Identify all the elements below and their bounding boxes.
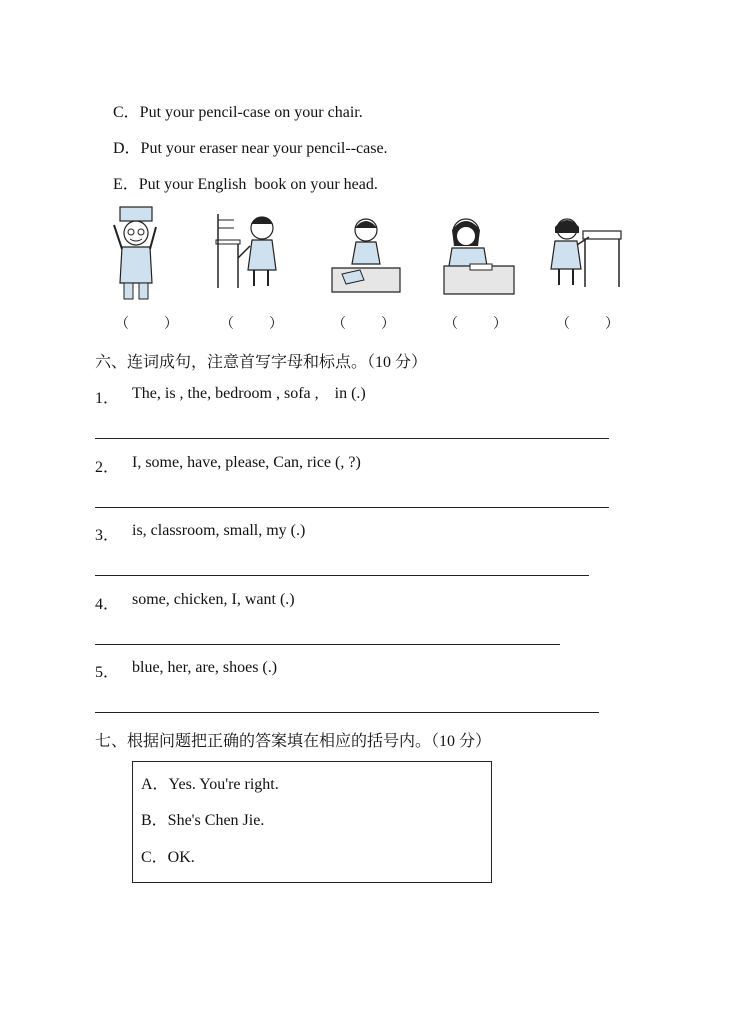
box-option-c: C．OK. — [141, 849, 195, 866]
section-six-title: 六、连词成句，注意首写字母和标点。（10 分） — [95, 354, 428, 371]
answer-blank-1[interactable]: （ ） — [115, 317, 178, 332]
item-1-number: 1． — [95, 390, 120, 407]
answer-blank-5[interactable]: （ ） — [556, 317, 619, 332]
girl-with-book-icon — [440, 210, 518, 296]
item-3-words: is, classroom, small, my (.) — [132, 522, 306, 539]
answer-line-3[interactable] — [95, 575, 589, 576]
option-d: D．Put your eraser near your pencil--case. — [113, 140, 388, 157]
girl-at-table-icon — [547, 213, 623, 291]
answer-options-box — [132, 761, 492, 883]
answer-line-1[interactable] — [95, 438, 609, 439]
box-option-b: B．She's Chen Jie. — [141, 812, 265, 829]
answer-blank-3[interactable]: （ ） — [332, 317, 395, 332]
box-option-a: A．Yes. You're right. — [141, 776, 279, 793]
option-e: E．Put your English book on your head. — [113, 176, 378, 193]
item-2-words: I, some, have, please, Can, rice (, ?) — [132, 454, 361, 471]
item-1-words: The, is , the, bedroom , sofa , in (.) — [132, 385, 366, 402]
item-5-words: blue, her, are, shoes (.) — [132, 659, 278, 676]
answer-blank-2[interactable]: （ ） — [220, 317, 283, 332]
answer-line-2[interactable] — [95, 507, 609, 508]
item-2-number: 2． — [95, 459, 120, 476]
girl-at-desk-icon — [330, 212, 402, 294]
item-3-number: 3． — [95, 527, 120, 544]
item-4-number: 4． — [95, 596, 120, 613]
section-seven-title: 七、根据问题把正确的答案填在相应的括号内。（10 分） — [95, 733, 492, 750]
boy-with-book-on-head-icon — [112, 205, 160, 301]
girl-with-chair-icon — [214, 210, 288, 292]
answer-line-5[interactable] — [95, 712, 599, 713]
option-c: C．Put your pencil-case on your chair. — [113, 104, 363, 121]
answer-blank-4[interactable]: （ ） — [444, 317, 507, 332]
answer-line-4[interactable] — [95, 644, 560, 645]
item-5-number: 5． — [95, 664, 120, 681]
item-4-words: some, chicken, I, want (.) — [132, 591, 295, 608]
